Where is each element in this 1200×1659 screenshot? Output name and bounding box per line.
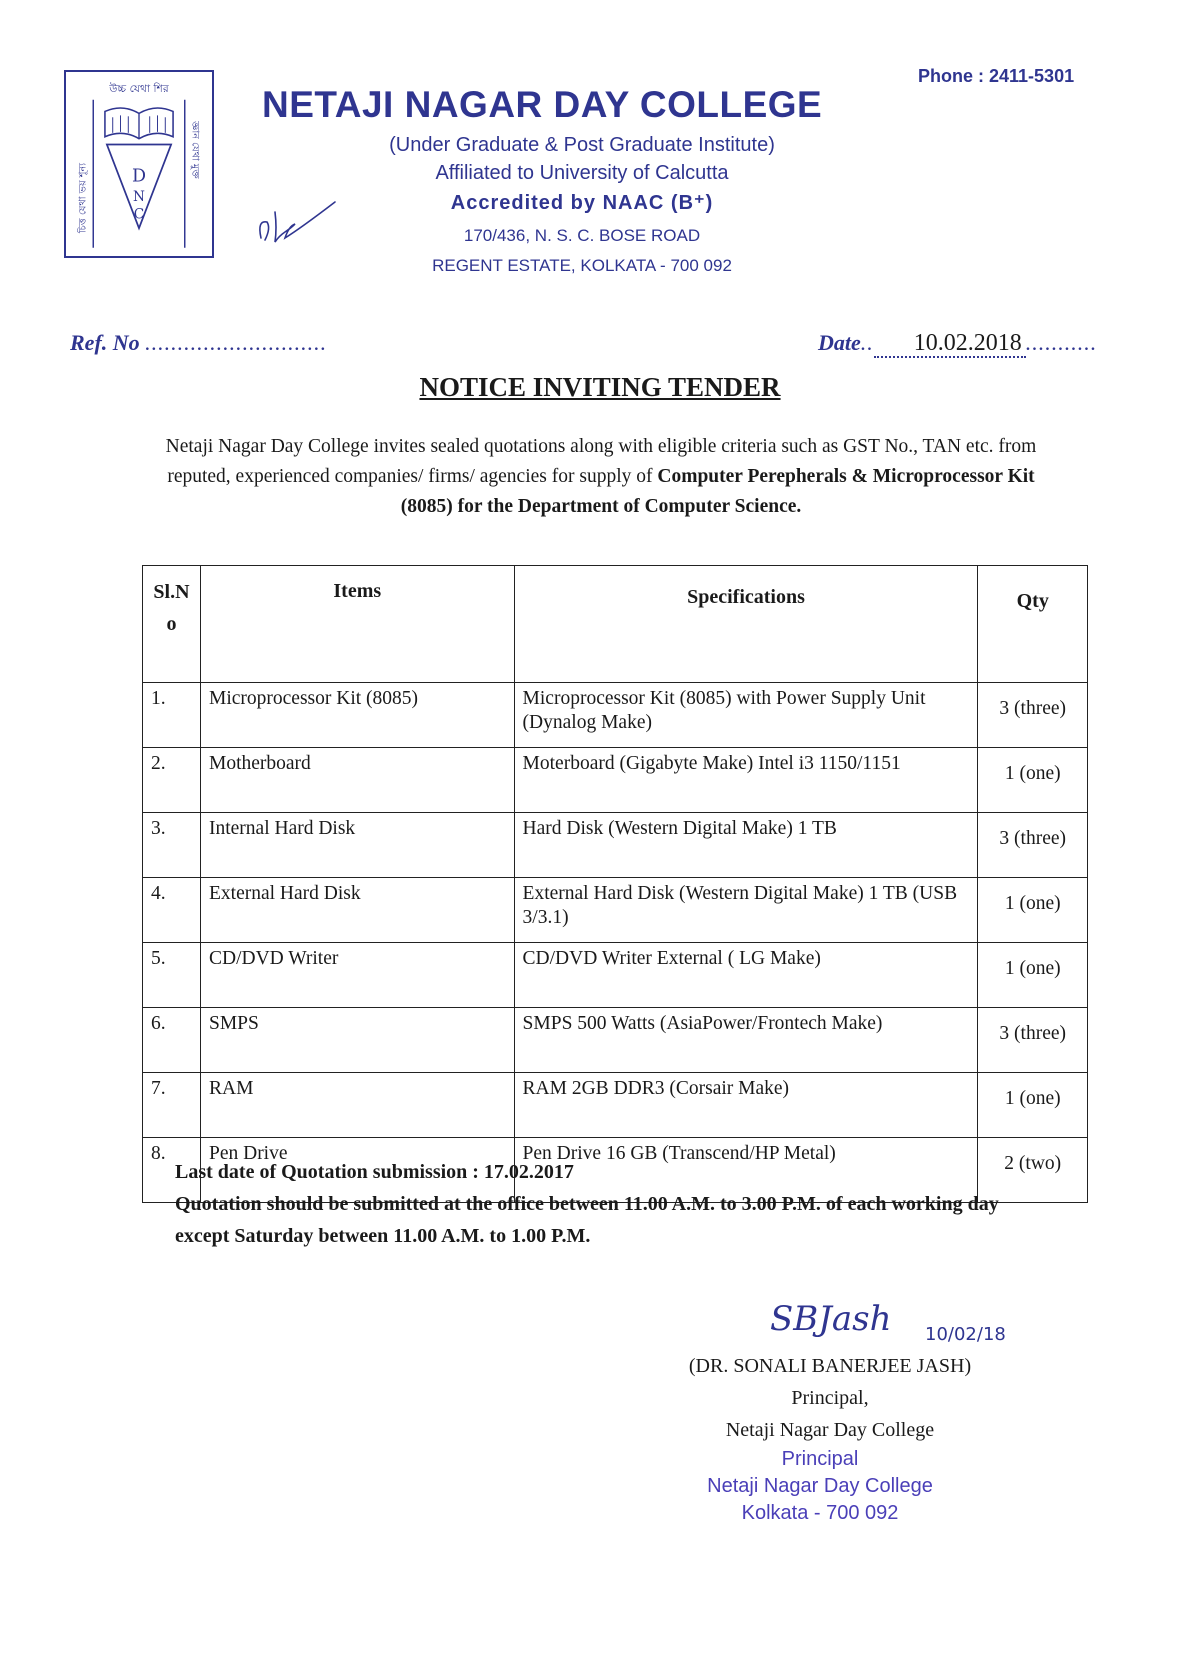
principal-stamp [660,1446,980,1527]
row-qty: 2 (two) [978,1138,1088,1203]
items-table [142,565,1088,1203]
affiliation: Affiliated to University of Calcutta [435,162,729,184]
row-qty: 3 (three) [978,1008,1088,1073]
ref-label: Ref. No [70,330,140,355]
address-line-1: 170/436, N. S. C. BOSE ROAD [463,226,701,245]
table-row [143,813,1088,878]
row-sl: 8. [143,1138,201,1203]
table-row [143,878,1088,943]
handwritten-initial-icon [255,198,345,248]
table-row [143,1073,1088,1138]
row-qty: 3 (three) [978,813,1088,878]
logo-left-text: চিত্ত যেথা ভয় শূন্য [77,162,89,234]
logo-right-text: জ্ঞান যেথা মুক্ত [189,121,201,179]
intro-bold-text: Computer Perepherals & Microprocessor Kit (8085) for the Department of Computer Science. [400,466,1035,517]
stamp-line-3: Kolkata - 700 092 [741,1502,899,1524]
signatory-name: (DR. SONALI BANERJEE JASH) [688,1355,972,1377]
row-spec: CD/DVD Writer External ( LG Make) [514,943,978,1008]
signatory-designation: Principal, [791,1387,869,1409]
submission-instructions [175,1156,1035,1252]
stamp-line-1: Principal [781,1448,859,1470]
row-spec: Moterboard (Gigabyte Make) Intel i3 1150/1151 [514,748,978,813]
table-header-row [143,566,1088,683]
logo-top-text: উচ্চ যেথা শির [109,81,169,95]
table-row [143,748,1088,813]
row-item: Microprocessor Kit (8085) [200,683,514,748]
date-label: Date [818,330,861,355]
institute-type: (Under Graduate & Post Graduate Institute) [389,134,775,156]
logo-letter-n: N [133,188,145,205]
row-spec: RAM 2GB DDR3 (Corsair Make) [514,1073,978,1138]
stamp-line-2: Netaji Nagar Day College [707,1475,933,1497]
row-sl: 5. [143,943,201,1008]
logo-letter-c: C [133,206,145,223]
row-sl: 4. [143,878,201,943]
address-line-2: REGENT ESTATE, KOLKATA - 700 092 [432,256,732,275]
row-sl: 1. [143,683,201,748]
table-row [143,943,1088,1008]
row-item: Motherboard [200,748,514,813]
row-qty: 3 (three) [978,683,1088,748]
row-item: RAM [200,1073,514,1138]
date-value: 10.02.2018 [874,330,1026,358]
ref-blank: ............................ [145,330,328,355]
college-logo [64,70,214,258]
submission-hours-line: Quotation should be submitted at the office between 11.00 A.M. to 3.00 P.M. of each working day except Saturday between 11.00 A.M. to 1.00 P.M. [175,1193,999,1247]
row-qty: 1 (one) [978,878,1088,943]
principal-signature [770,1290,1030,1350]
signature-text: SBJash [770,1299,892,1339]
intro-text: Netaji Nagar Day College invites sealed quotations along with eligible criteria such as GST No., TAN etc. from reputed, experienced companies/ firms/ agencies for supply of [165,436,1037,487]
row-spec: SMPS 500 Watts (AsiaPower/Frontech Make) [514,1008,978,1073]
date-dots: .. [860,330,874,355]
row-item: Pen Drive [200,1138,514,1203]
row-spec: Pen Drive 16 GB (Transcend/HP Metal) [514,1138,978,1203]
signatory-college: Netaji Nagar Day College [725,1419,935,1441]
row-spec: Hard Disk (Western Digital Make) 1 TB [514,813,978,878]
row-qty: 1 (one) [978,748,1088,813]
row-sl: 7. [143,1073,201,1138]
row-sl: 6. [143,1008,201,1073]
header-specifications: Specifications [514,566,978,683]
row-sl: 2. [143,748,201,813]
header-qty: Qty [978,566,1088,683]
table-row [143,1008,1088,1073]
college-name: NETAJI NAGAR DAY COLLEGE [262,84,823,125]
row-qty: 1 (one) [978,1073,1088,1138]
row-sl: 3. [143,813,201,878]
intro-paragraph [165,432,1037,522]
phone-number: Phone : 2411-5301 [918,66,1075,86]
row-spec: Microprocessor Kit (8085) with Power Supply Unit (Dynalog Make) [514,683,978,748]
accreditation: Accredited by NAAC (B⁺) [450,192,714,214]
row-item: Internal Hard Disk [200,813,514,878]
row-qty: 1 (one) [978,943,1088,1008]
row-item: External Hard Disk [200,878,514,943]
header-sl-no: Sl.N o [143,566,201,683]
logo-letter-d: D [131,166,147,187]
header-items: Items [200,566,514,683]
row-item: SMPS [200,1008,514,1073]
signatory-block [640,1350,1020,1446]
notice-title [0,372,1200,403]
last-date-line: Last date of Quotation submission : 17.02.2017 [175,1161,574,1183]
signature-date: 10/02/18 [925,1324,1006,1345]
reference-number [70,330,327,356]
row-spec: External Hard Disk (Western Digital Make) 1 TB (USB 3/3.1) [514,878,978,943]
notice-date [818,330,1097,357]
row-item: CD/DVD Writer [200,943,514,1008]
date-trail: ........... [1025,330,1098,355]
table-row [143,683,1088,748]
notice-title-text: NOTICE INVITING TENDER [419,372,781,402]
logo-emblem-icon [66,72,212,256]
